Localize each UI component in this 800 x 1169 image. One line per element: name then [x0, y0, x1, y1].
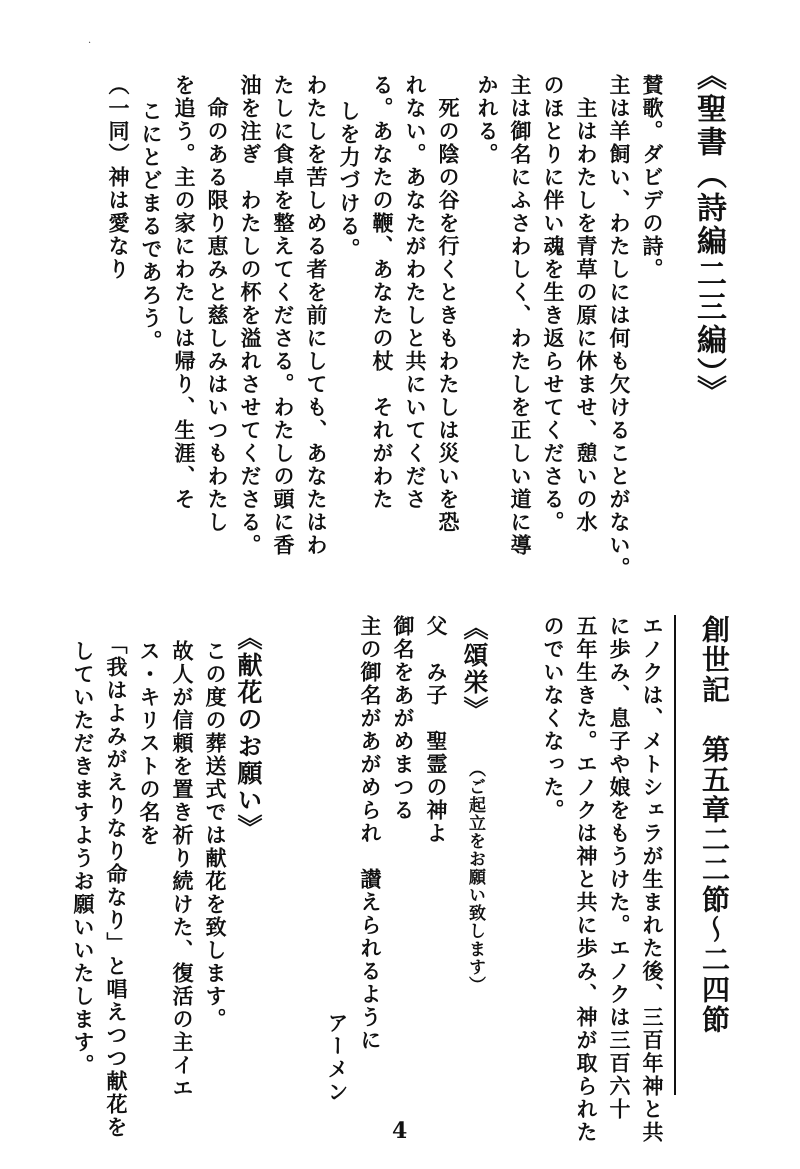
- psalm-line: のほとりに伴い魂を生き返らせてくださる。: [541, 74, 566, 534]
- psalm-line: 命のある限り恵みと慈しみはいつもわたし: [205, 74, 230, 534]
- doxology-line: 御名をあがめまつる: [391, 615, 416, 822]
- psalm-line: 主はわたしを青草の原に休ませ、憩いの水: [574, 74, 599, 534]
- psalm-line: （一同）神は愛なり: [106, 74, 131, 281]
- flowers-line: この度の葬送式では献花を致します。: [203, 640, 228, 1031]
- psalm-line: わたしを苦しめる者を前にしても、あなたはわ: [304, 74, 329, 557]
- flowers-line: していただきますようお願いいたします。: [71, 640, 96, 1077]
- doxology-line: 主の御名があがめられ 讃えられるように: [358, 615, 383, 1052]
- flowers-line: 「我はよみがえりなり命なり」と唱えつつ献花を: [104, 633, 129, 1139]
- flowers-line: ス・キリストの名を: [137, 640, 162, 847]
- flowers-heading: 《献花のお願い》: [234, 625, 263, 841]
- psalm-line: 油を注ぎ わたしの杯を溢れさせてくださる。: [238, 74, 263, 557]
- bible-heading: 《聖書（詩編二三編）》: [691, 60, 726, 408]
- psalm-line: かれる。: [475, 74, 500, 166]
- psalm-line: 死の陰の谷を行くときもわたしは災いを恐: [436, 74, 461, 534]
- psalm-line: こにとどまるであろう。: [139, 100, 164, 353]
- genesis-line: に歩み、息子や娘をもうけた。エノクは三百六十: [607, 615, 632, 1121]
- genesis-rule: [674, 615, 676, 1095]
- psalm-line: を追う。主の家にわたしは帰り、生涯、そ: [172, 74, 197, 511]
- genesis-line: のでいなくなった。: [541, 615, 566, 822]
- psalm-line: 主は羊飼い、わたしには何も欠けることがない。: [607, 74, 632, 580]
- page-number: 4: [392, 1118, 408, 1144]
- doxology-heading: 《頌栄》: [460, 615, 489, 723]
- psalm-line: る。あなたの鞭、あなたの杖 それがわた: [370, 74, 395, 511]
- genesis-line: 五年生きた。エノクは神と共に歩み、神が取られた: [574, 615, 599, 1144]
- psalm-line: しを力づける。: [337, 100, 362, 261]
- psalm-line: れない。あなたがわたしと共にいてくださ: [403, 74, 428, 511]
- doxology-note: （ご起立をお願い致します）: [465, 760, 485, 994]
- doxology-amen: アーメン: [325, 1012, 350, 1104]
- doxology-line: 父 み子 聖霊の神よ: [424, 615, 449, 845]
- genesis-heading: 創世記 第五章二二節～二四節: [698, 615, 731, 1035]
- psalm-line: 主は御名にふさわしく、わたしを正しい道に導: [508, 74, 533, 557]
- scan-speck: ·: [88, 38, 92, 49]
- genesis-line: エノクは、メトシェラが生まれた後、三百年神と共: [640, 615, 665, 1144]
- psalm-line: たしに食卓を整えてくださる。わたしの頭に香: [271, 74, 296, 557]
- psalm-line: 賛歌。ダビデの詩。: [640, 74, 665, 281]
- flowers-line: 故人が信頼を置き祈り続けた、復活の主イエ: [170, 640, 195, 1100]
